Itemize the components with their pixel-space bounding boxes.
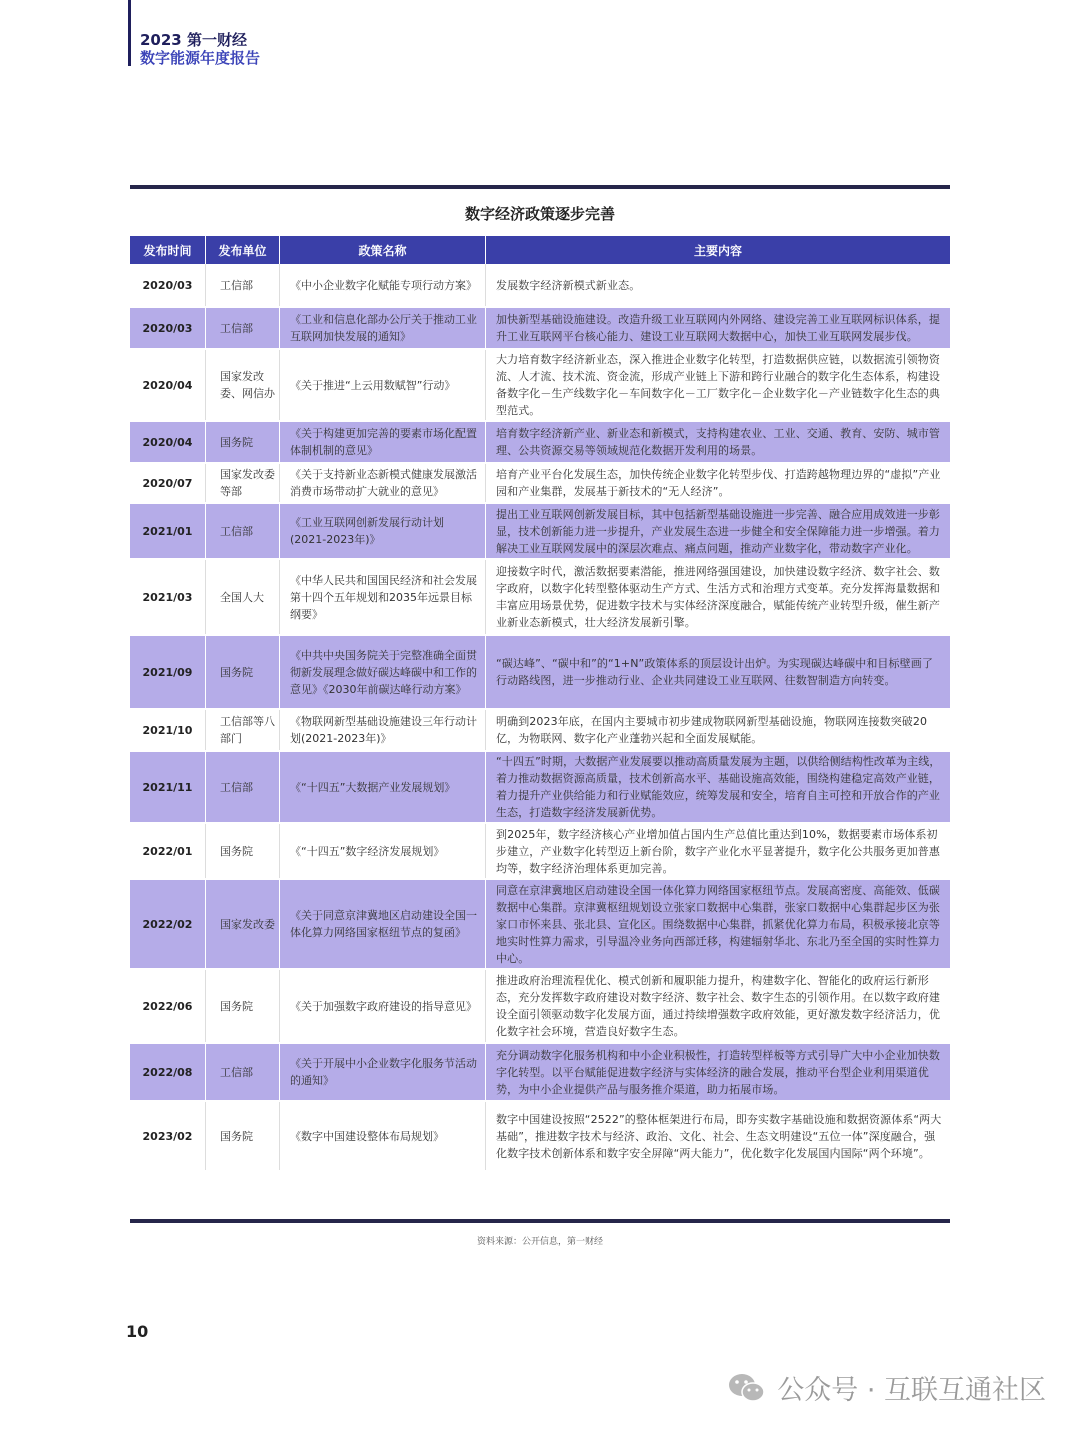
cell-content: 加快新型基础设施建设。改造升级工业互联网内外网络、建设完善工业互联网标识体系，提升工业互联网平台核心能力、建设工业互联网大数据中心，加快工业互联网发展步伐。 (496, 313, 940, 343)
cell-policy: 《关于加强数字政府建设的指导意见》 (280, 970, 486, 1042)
cell-date: 2020/04 (130, 350, 206, 420)
table-body (130, 264, 950, 1172)
table-row (130, 264, 950, 308)
cell-content: 推进政府治理流程优化、模式创新和履职能力提升，构建数字化、智能化的政府运行新形态，充分发挥数字政府建设对数字经济、数字社会、数字生态的引领作用。在以数字政府建设全面引领驱动数字化发展方面，通过持续增强数字政府效能，更好激发数字经济活力，优化数字社会环境，营造良好数字生态。 (496, 974, 940, 1038)
report-publisher: 2023 第一财经 (140, 31, 247, 49)
cell-content: “碳达峰”、“碳中和”的“1+N”政策体系的顶层设计出炉。为实现碳达峰碳中和目标壁画了行动路线图，进一步推动行业、企业共同建设工业互联网、往数智制造方向转变。 (496, 657, 933, 687)
cell-date: 2020/03 (130, 308, 206, 348)
cell-policy: 《关于构建更加完善的要素市场化配置体制机制的意见》 (280, 422, 486, 462)
cell-org: 国家发改委 (206, 880, 280, 968)
cell-date: 2020/07 (130, 464, 206, 502)
cell-date: 2021/03 (130, 560, 206, 634)
cell-org: 工信部 (206, 752, 280, 822)
cell-date: 2022/01 (130, 824, 206, 878)
table-row (130, 752, 950, 824)
cell-content: 迎接数字时代，激活数据要素潜能，推进网络强国建设，加快建设数字经济、数字社会、数字政府，以数字化转型整体驱动生产方式、生活方式和治理方式变革。充分发挥海量数据和丰富应用场景优势，促进数字技术与实体经济深度融合，赋能传统产业转型升级，催生新产业新业态新模式，壮大经济发展新引擎。 (496, 565, 940, 629)
table-row (130, 464, 950, 504)
cell-org: 工信部 (206, 264, 280, 306)
wechat-icon (727, 1371, 767, 1405)
cell-policy: 《关于开展中小企业数字化服务节活动的通知》 (280, 1044, 486, 1100)
table-header (130, 236, 950, 264)
column-header-date: 发布时间 (130, 236, 206, 264)
cell-policy: 《“十四五”大数据产业发展规划》 (280, 752, 486, 822)
cell-org: 工信部 (206, 504, 280, 558)
table-row (130, 710, 950, 752)
cell-content: “十四五”时期，大数据产业发展要以推动高质量发展为主题，以供给侧结构性改革为主线，着力推动数据资源高质量，技术创新高水平、基础设施高效能，围绕构建稳定高效产业链，着力提升产业供给能力和行业赋能效应，统筹发展和安全，培育自主可控和开放合作的产业生态，打造数字经济发展新优势。 (496, 755, 941, 819)
cell-content: 发展数字经济新模式新业态。 (496, 278, 641, 292)
page-number: 10 (126, 1322, 149, 1341)
cell-policy: 《关于同意京津冀地区启动建设全国一体化算力网络国家枢纽节点的复函》 (280, 880, 486, 968)
cell-date: 2022/08 (130, 1044, 206, 1100)
header-accent-bar (128, 0, 131, 66)
policy-table (130, 236, 950, 1172)
cell-date: 2021/01 (130, 504, 206, 558)
cell-org: 国家发改委等部 (206, 464, 280, 502)
cell-date: 2023/02 (130, 1102, 206, 1170)
cell-content: 培育数字经济新产业、新业态和新模式，支持构建农业、工业、交通、教育、安防、城市管理、公共资源交易等领域规范化数据开发利用的场景。 (496, 427, 940, 457)
source-note: 资料来源：公开信息，第一财经 (476, 1237, 603, 1247)
cell-content: 大力培育数字经济新业态，深入推进企业数字化转型，打造数据供应链，以数据流引领物资流、人才流、技术流、资金流，形成产业链上下游和跨行业融合的数字化生态体系，构建设备数字化－生产线数字化－车间数字化－工厂数字化－企业数字化－产业链数字化生态的典型范式。 (496, 353, 940, 417)
table-row (130, 1044, 950, 1102)
table-row (130, 970, 950, 1044)
cell-date: 2022/06 (130, 970, 206, 1042)
table-title: 数字经济政策逐步完善 (464, 205, 615, 223)
cell-org: 工信部 (206, 308, 280, 348)
bottom-rule (130, 1219, 950, 1223)
cell-org: 国务院 (206, 824, 280, 878)
cell-org: 工信部等八部门 (206, 710, 280, 750)
cell-date: 2022/02 (130, 880, 206, 968)
top-rule (130, 185, 950, 189)
table-row (130, 504, 950, 560)
column-header-content: 主要内容 (693, 243, 742, 258)
table-row (130, 560, 950, 636)
cell-org: 国家发改委、网信办 (206, 350, 280, 420)
cell-date: 2020/03 (130, 264, 206, 306)
cell-content: 同意在京津冀地区启动建设全国一体化算力网络国家枢纽节点。发展高密度、高能效、低碳数据中心集群。京津冀枢纽规划设立张家口数据中心集群，张家口数据中心集群起步区为张家口市怀来县、张北县、宣化区。围绕数据中心集群，抓紧优化算力布局，积极承接北京等地实时性算力需求，引导温冷业务向西部迁移，构建辐射华北、东北乃至全国的实时性算力中心。 (496, 883, 940, 965)
cell-org: 全国人大 (206, 560, 280, 634)
table-row (130, 636, 950, 710)
cell-content: 数字中国建设按照“2522”的整体框架进行布局，即夯实数字基础设施和数据资源体系“两大基础”，推进数字技术与经济、政治、文化、社会、生态文明建设“五位一体”深度融合，强化数字技术创新体系和数字安全屏障“两大能力”，优化数字化发展国内国际“两个环境”。 (496, 1112, 942, 1160)
cell-policy: 《中共中央国务院关于完整准确全面贯彻新发展理念做好碳达峰碳中和工作的意见》《2030年前碳达峰行动方案》 (280, 636, 486, 708)
cell-content: 明确到2023年底，在国内主要城市初步建成物联网新型基础设施，物联网连接数突破20亿，为物联网、数字化产业蓬勃兴起和全面发展赋能。 (496, 715, 928, 745)
column-header-policy: 政策名称 (280, 236, 486, 264)
cell-policy: 《工业和信息化部办公厅关于推动工业互联网加快发展的通知》 (280, 308, 486, 348)
cell-policy: 《数字中国建设整体布局规划》 (280, 1102, 486, 1170)
table-row (130, 422, 950, 464)
report-title: 数字能源年度报告 (140, 49, 261, 67)
cell-policy: 《“十四五”数字经济发展规划》 (280, 824, 486, 878)
cell-content: 提出工业互联网创新发展目标，其中包括新型基础设施进一步完善、融合应用成效进一步彰显，技术创新能力进一步提升，产业发展生态进一步健全和安全保障能力进一步增强。着力解决工业互联网发展中的深层次难点、痛点问题，推动产业数字化，带动数字产业化。 (496, 507, 940, 555)
cell-org: 国务院 (206, 422, 280, 462)
table-row (130, 350, 950, 422)
cell-date: 2021/11 (130, 752, 206, 822)
cell-policy: 《物联网新型基础设施建设三年行动计划(2021-2023年)》 (280, 710, 486, 750)
watermark (727, 1368, 1046, 1407)
cell-content: 充分调动数字化服务机构和中小企业积极性，打造转型样板等方式引导广大中小企业加快数字化转型。以平台赋能促进数字经济与实体经济的融合发展，推动平台型企业利用渠道优势，为中小企业提供产品与服务推介渠道，助力拓展市场。 (496, 1048, 940, 1096)
cell-date: 2020/04 (130, 422, 206, 462)
cell-content: 到2025年，数字经济核心产业增加值占国内生产总值比重达到10%，数据要素市场体系初步建立，产业数字化转型迈上新台阶，数字产业化水平显著提升，数字化公共服务更加普惠均等，数字经济治理体系更加完善。 (496, 827, 940, 875)
cell-policy: 《中华人民共和国国民经济和社会发展第十四个五年规划和2035年远景目标纲要》 (280, 560, 486, 634)
cell-content: 培育产业平台化发展生态，加快传统企业数字化转型步伐、打造跨越物理边界的“虚拟”产业园和产业集群，发展基于新技术的“无人经济”。 (496, 468, 941, 498)
table-row (130, 824, 950, 880)
cell-org: 国务院 (206, 636, 280, 708)
cell-org: 国务院 (206, 1102, 280, 1170)
column-header-org: 发布单位 (206, 236, 280, 264)
cell-policy: 《关于推进“上云用数赋智”行动》 (280, 350, 486, 420)
table-row (130, 880, 950, 970)
table-row (130, 1102, 950, 1172)
table-row (130, 308, 950, 350)
cell-policy: 《工业互联网创新发展行动计划(2021-2023年)》 (280, 504, 486, 558)
cell-policy: 《关于支持新业态新模式健康发展激活消费市场带动扩大就业的意见》 (280, 464, 486, 502)
cell-date: 2021/10 (130, 710, 206, 750)
watermark-text: 公众号 · 互联互通社区 (777, 1375, 1046, 1406)
cell-policy: 《中小企业数字化赋能专项行动方案》 (280, 264, 486, 306)
cell-date: 2021/09 (130, 636, 206, 708)
cell-org: 国务院 (206, 970, 280, 1042)
cell-org: 工信部 (206, 1044, 280, 1100)
